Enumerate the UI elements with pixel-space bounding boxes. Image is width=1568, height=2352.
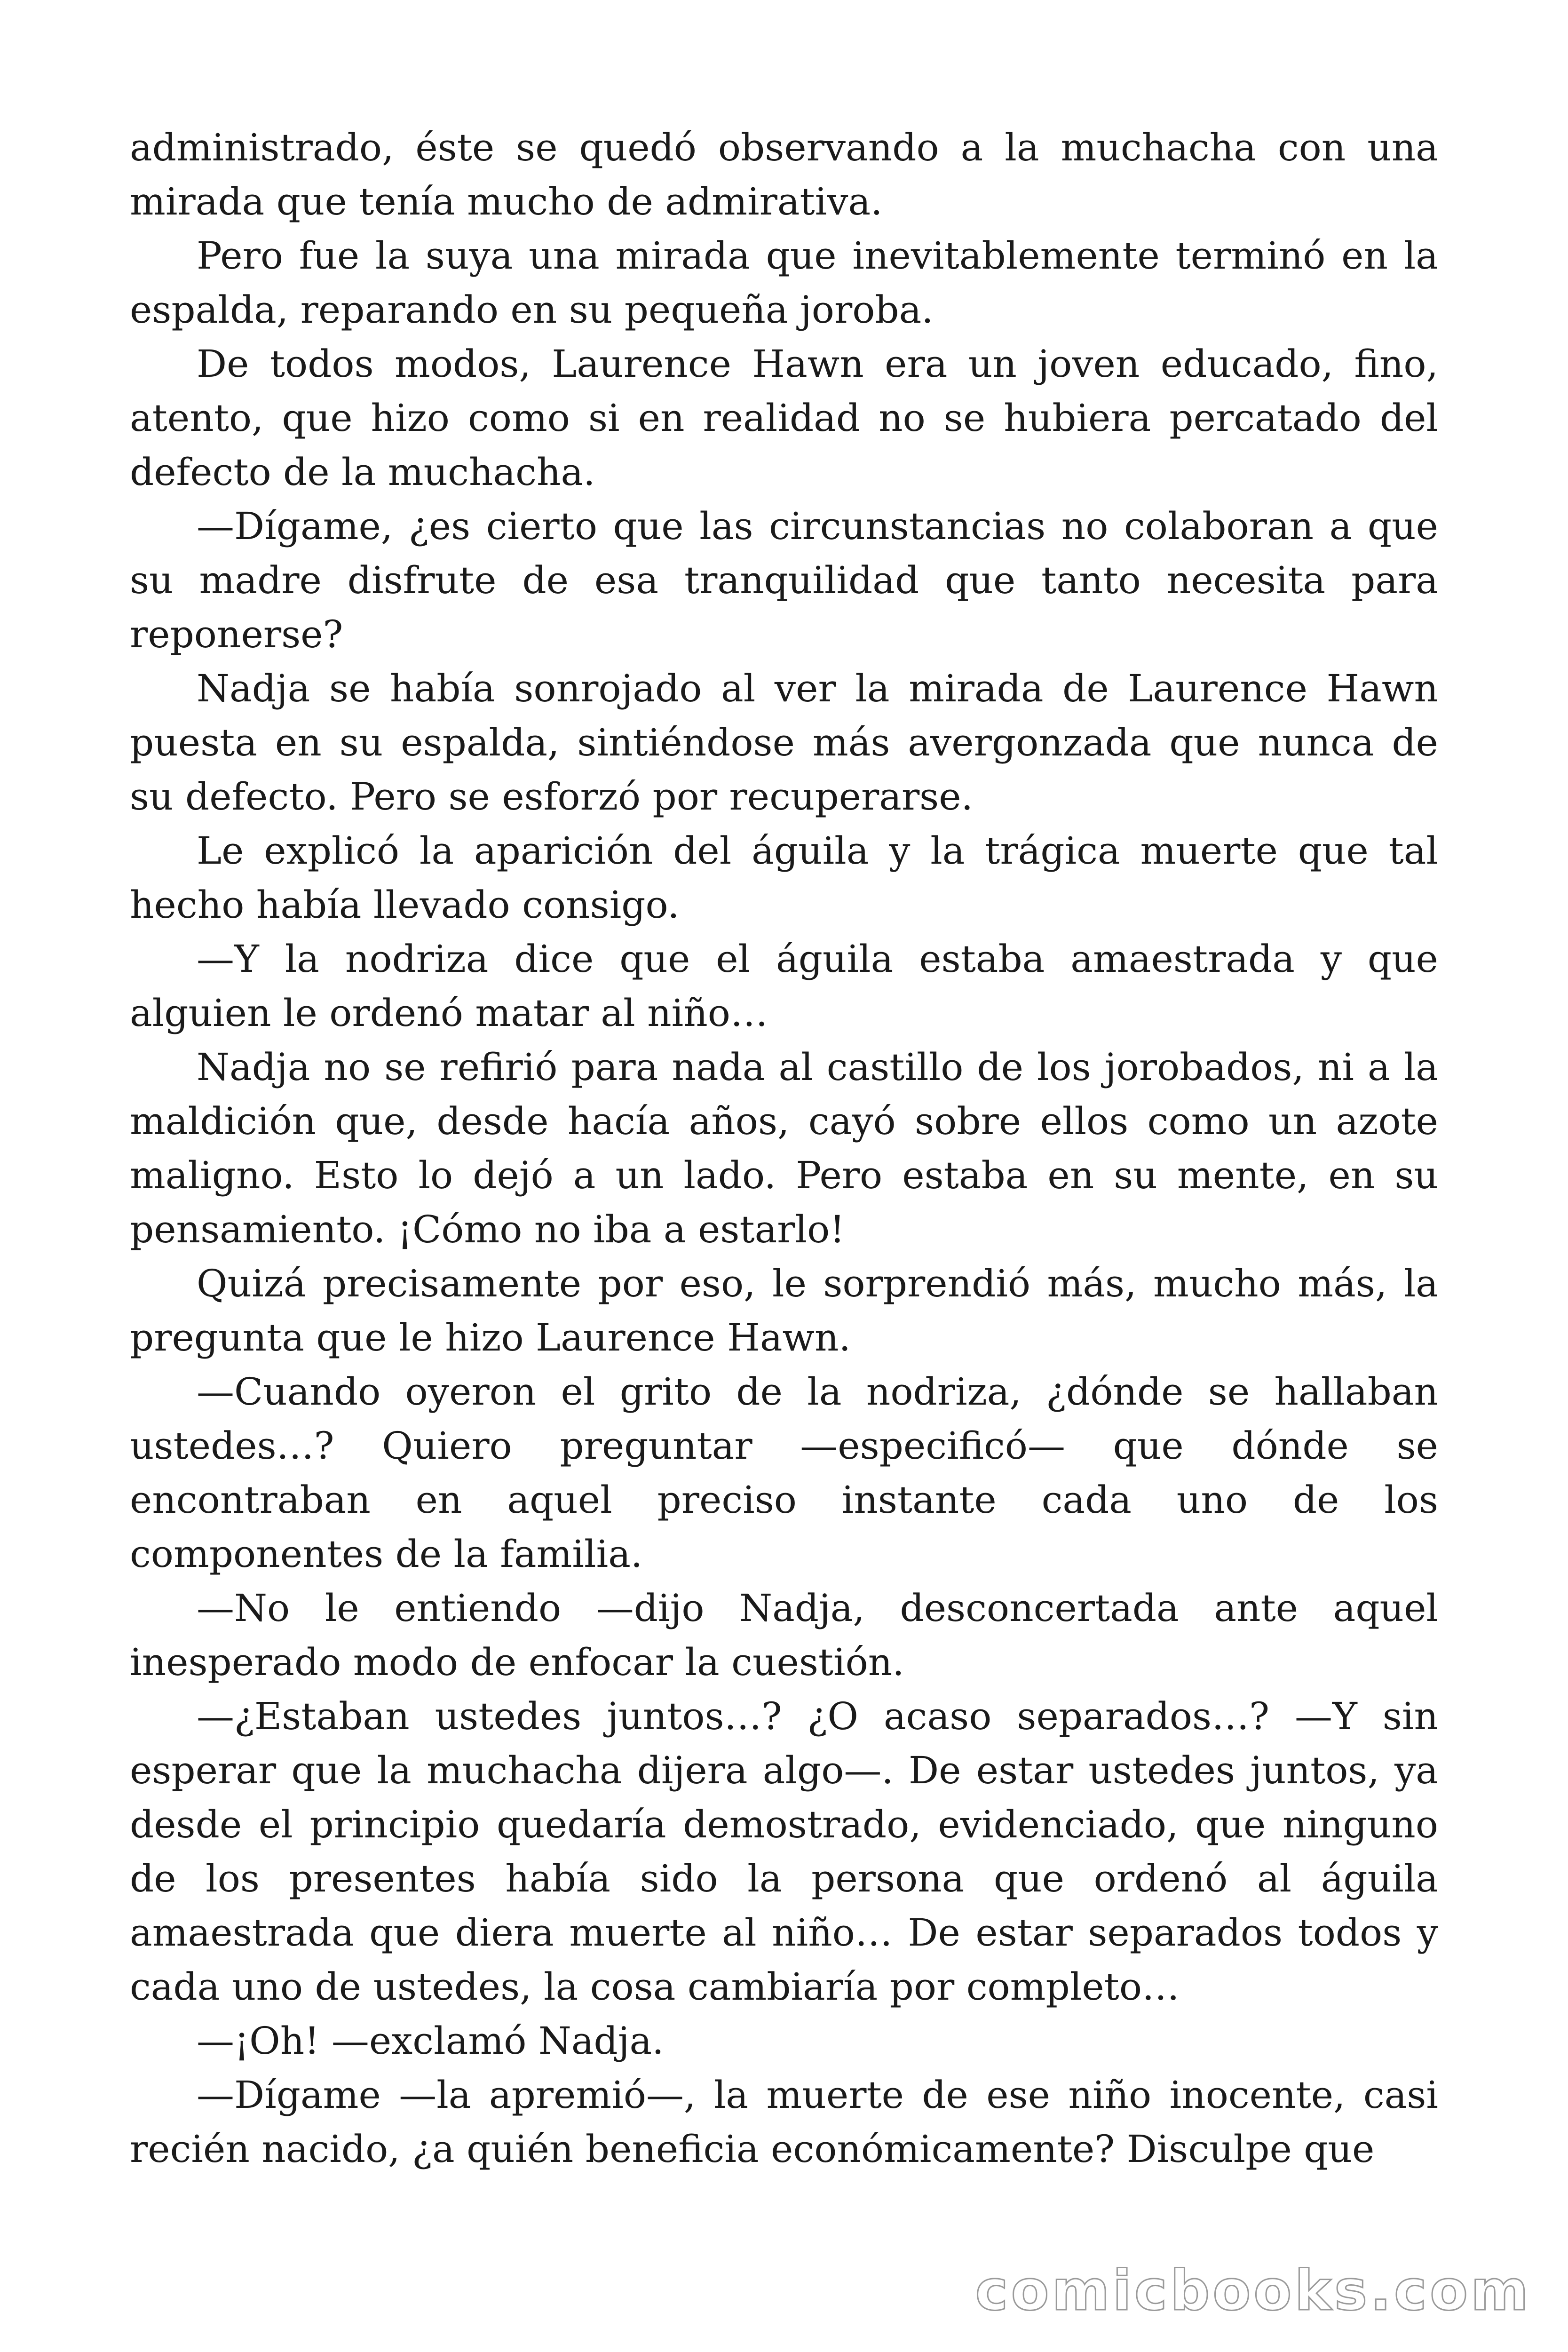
paragraph: Quizá precisamente por eso, le sorprendió más, mucho más, la pregunta que le hizo Laurence Hawn.: [130, 1262, 1438, 1359]
paragraph: Le explicó la aparición del águila y la trágica muerte que tal hecho había llevado consigo.: [130, 829, 1438, 927]
paragraph: —Dígame —la apremió—, la muerte de ese niño inocente, casi recién nacido, ¿a quién beneficia económicamente? Disculpe que: [130, 2073, 1438, 2171]
paragraph: Pero fue la suya una mirada que inevitablemente terminó en la espalda, reparando en su pequeña joroba.: [130, 234, 1438, 332]
paragraph: Nadja no se refirió para nada al castillo de los jorobados, ni a la maldición que, desde hacía años, cayó sobre ellos como un azote maligno. Esto lo dejó a un lado. Pero estaba en su mente, en su pensamiento. ¡Cómo no iba a estarlo!: [130, 1045, 1438, 1251]
paragraph: administrado, éste se quedó observando a la muchacha con una mirada que tenía mucho de admirativa.: [130, 126, 1438, 223]
watermark-logo: comicbooks.com: [975, 2258, 1531, 2323]
paragraph: —¡Oh! —exclamó Nadja.: [197, 2019, 664, 2063]
paragraph: —Dígame, ¿es cierto que las circunstancias no colaboran a que su madre disfrute de esa tranquilidad que tanto necesita para reponerse?: [130, 504, 1438, 656]
paragraph: —No le entiendo —dijo Nadja, desconcertada ante aquel inesperado modo de enfocar la cuestión.: [130, 1586, 1438, 1684]
paragraph: —¿Estaban ustedes juntos…? ¿O acaso separados…? —Y sin esperar que la muchacha dijera algo—. De estar ustedes juntos, ya desde el principio quedaría demostrado, evidenciado, que ninguno de los presentes había sido la persona que ordenó al águila amaestrada que diera muerte al niño… De estar separados todos y cada uno de ustedes, la cosa cambiaría por completo…: [130, 1694, 1438, 2009]
page-body: [130, 120, 1438, 2176]
paragraph: —Cuando oyeron el grito de la nodriza, ¿dónde se hallaban ustedes…? Quiero preguntar —especificó— que dónde se encontraban en aquel preciso instante cada uno de los componentes de la familia.: [130, 1370, 1438, 1576]
paragraph: De todos modos, Laurence Hawn era un joven educado, fino, atento, que hizo como si en realidad no se hubiera percatado del defecto de la muchacha.: [130, 342, 1438, 494]
paragraph: —Y la nodriza dice que el águila estaba amaestrada y que alguien le ordenó matar al niño…: [130, 937, 1438, 1035]
paragraph: Nadja se había sonrojado al ver la mirada de Laurence Hawn puesta en su espalda, sintiéndose más avergonzada que nunca de su defecto. Pero se esforzó por recuperarse.: [130, 667, 1438, 818]
